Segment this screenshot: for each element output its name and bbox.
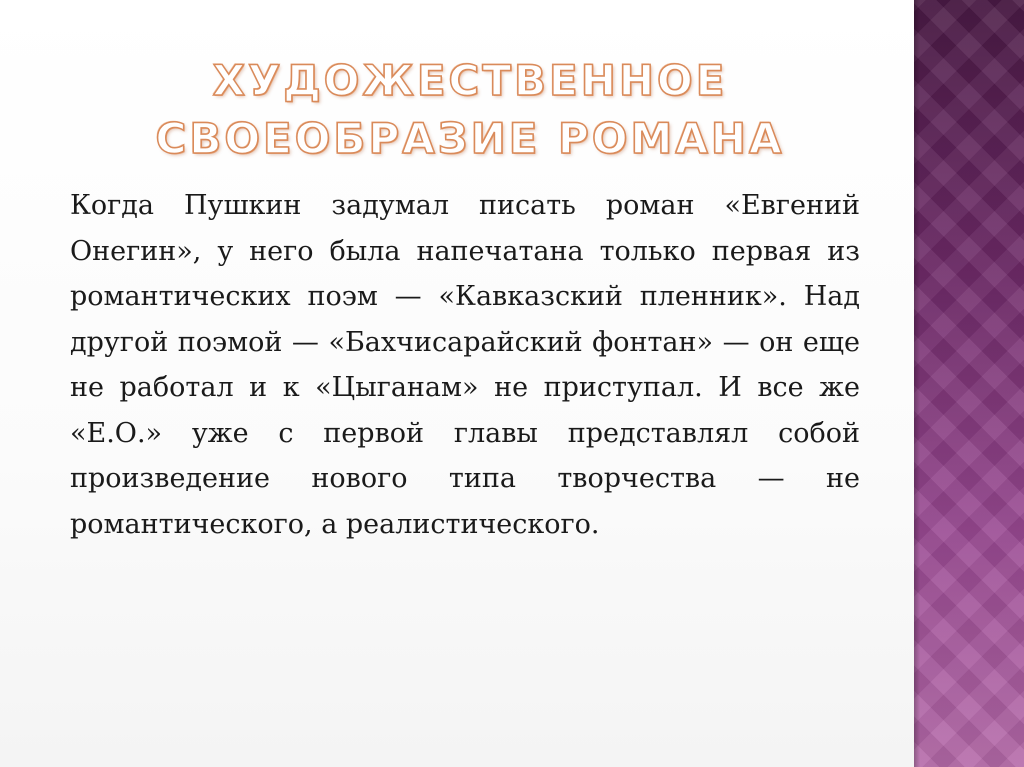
decorative-side-band: [914, 0, 1024, 767]
slide-body-text: Когда Пушкин задумал писать роман «Евгений Онегин», у него была напечатана только первая из романтических поэм — «Кавказский пленник». Над другой поэмой — «Бахчисарайский фонтан» — он еще не работал и к «Цыганам» не приступал. И все же «Е.О.» уже с первой главы представлял собой произведение нового типа творчества — не романтического, а реалистического.: [70, 190, 860, 540]
side-band-shadow: [914, 0, 920, 767]
slide-title: ХУДОЖЕСТВЕННОЕ СВОЕОБРАЗИЕ РОМАНА: [155, 56, 785, 163]
